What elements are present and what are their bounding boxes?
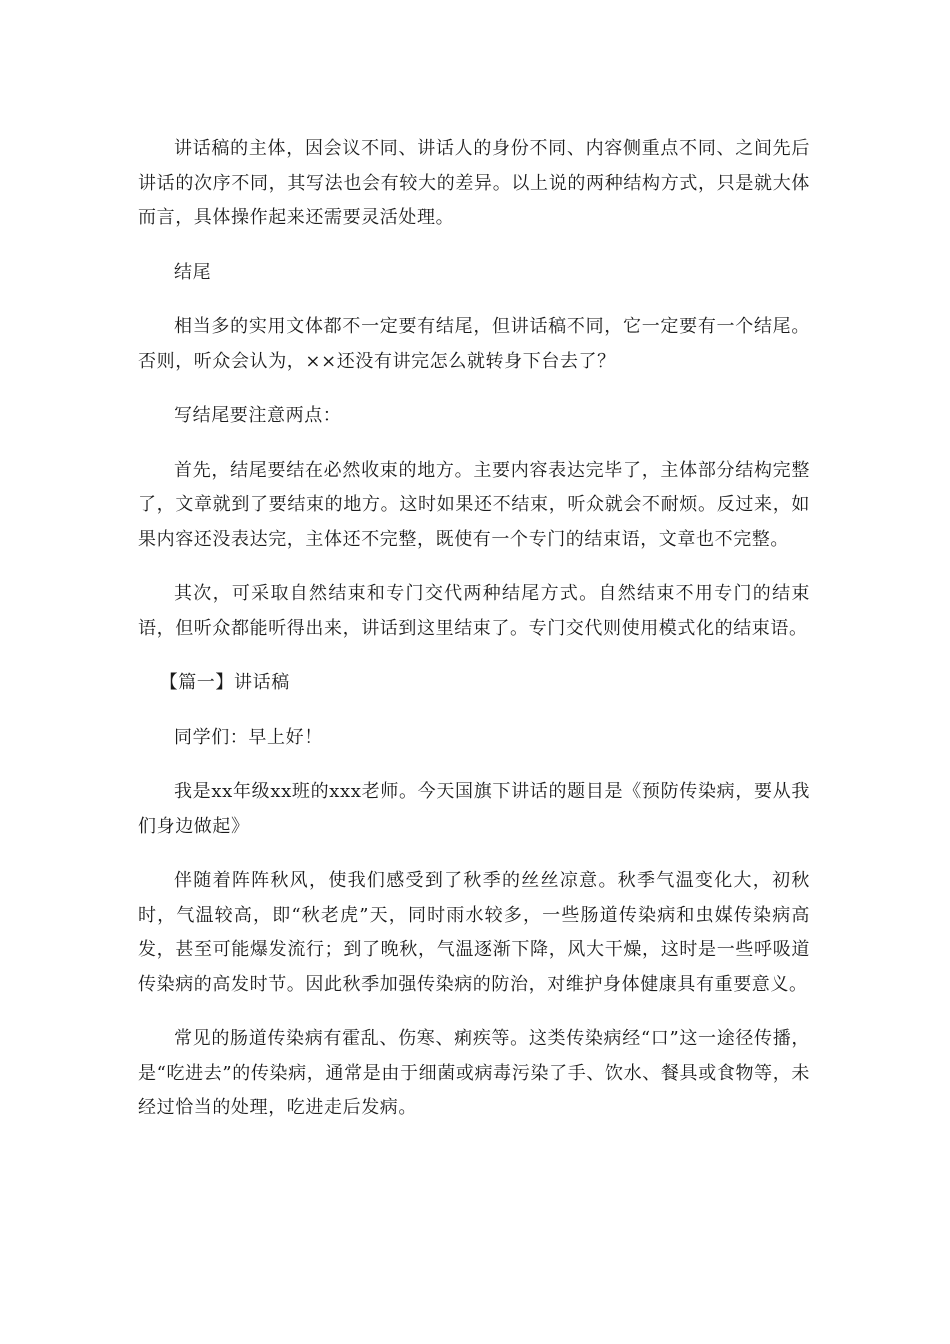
paragraph-body-structure: 讲话稿的主体，因会议不同、讲话人的身份不同、内容侧重点不同、之间先后讲话的次序不同，其写法也会有较大的差异。以上说的两种结构方式，只是就大体而言，具体操作起来还需要灵活处理。 (138, 138, 810, 228)
paragraph-two-points: 写结尾要注意两点： (174, 405, 342, 426)
paragraph-greeting: 同学们：早上好！ (174, 726, 323, 748)
paragraph-intestinal-diseases: 常见的肠道传染病有霍乱、伤寒、痢疾等。这类传染病经“口”这一途径传播，是“吃进去”的传染病，通常是由于细菌或病毒污染了手、饮水、餐具或食物等，未经过恰当的处理，吃进走后发病。 (138, 1028, 810, 1118)
article-title: 【篇一】讲话稿 (159, 672, 290, 693)
paragraph-first-point: 首先，结尾要结在必然收束的地方。主要内容表达完毕了，主体部分结构完整了，文章就到了要结束的地方。这时如果还不结束，听众就会不耐烦。反过来，如果内容还没表达完，主体还不完整，既使有一个专门的结束语，文章也不完整。 (138, 459, 810, 550)
paragraph-speech-topic: 我是xx年级xx班的xxx老师。今天国旗下讲话的题目是《预防传染病，要从我们身边做起》 (138, 781, 810, 837)
paragraph-ending-needed: 相当多的实用文体都不一定要有结尾，但讲话稿不同，它一定要有一个结尾。否则，听众会认为，××还没有讲完怎么就转身下台去了？ (138, 316, 810, 372)
paragraph-autumn-season: 伴随着阵阵秋风，使我们感受到了秋季的丝丝凉意。秋季气温变化大，初秋时，气温较高，即“秋老虎”天，同时雨水较多，一些肠道传染病和虫媒传染病高发，甚至可能爆发流行；到了晚秋，气温逐渐下降，风大干燥，这时是一些呼吸道传染病的高发时节。因此秋季加强传染病的防治，对维护身体健康具有重要意义。 (138, 870, 810, 995)
document-page (138, 132, 810, 1146)
section-heading-ending: 结尾 (174, 261, 212, 283)
paragraph-second-point: 其次，可采取自然结束和专门交代两种结尾方式。自然结束不用专门的结束语，但听众都能听得出来，讲话到这里结束了。专门交代则使用模式化的结束语。 (138, 583, 810, 639)
